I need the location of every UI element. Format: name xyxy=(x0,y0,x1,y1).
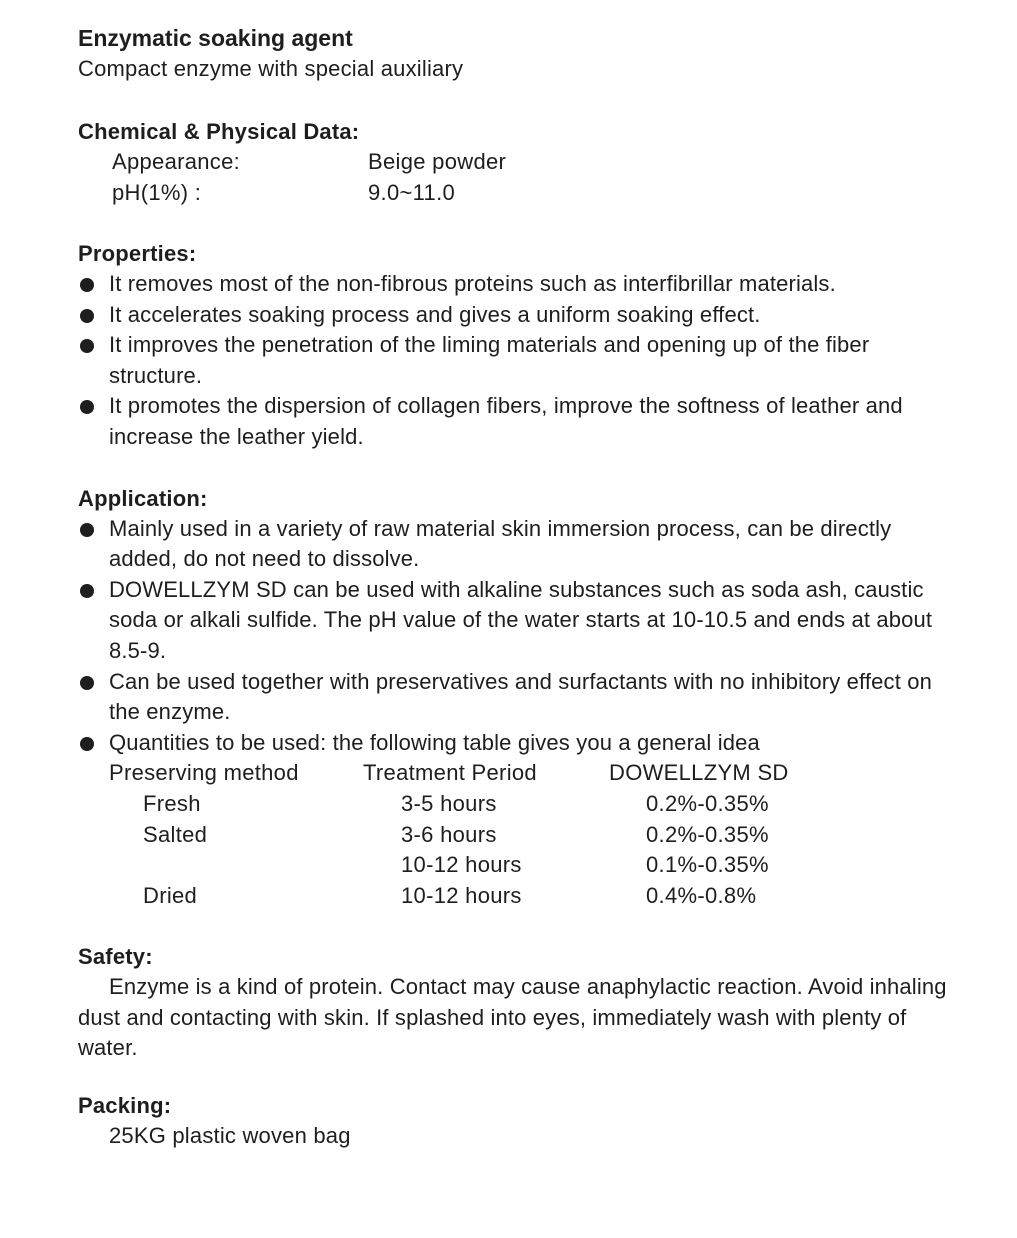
list-item-text: Mainly used in a variety of raw material skin immersion process, can be directly added, do not need to dissolve. xyxy=(109,515,892,572)
list-item xyxy=(78,667,958,728)
list-item-text: Can be used together with preservatives and surfactants with no inhibitory effect on the enzyme. xyxy=(109,668,932,725)
bullet-icon xyxy=(80,400,94,414)
table-cell xyxy=(109,850,363,881)
table-header: Preserving method xyxy=(109,760,299,786)
chemical-value: Beige powder xyxy=(368,149,507,174)
quantities-table xyxy=(109,758,958,911)
list-item xyxy=(78,728,958,759)
table-row xyxy=(109,850,958,881)
list-item xyxy=(78,391,958,452)
safety-heading: Safety: xyxy=(78,944,153,970)
table-header-row xyxy=(109,758,958,789)
bullet-icon xyxy=(80,676,94,690)
list-item-text: Quantities to be used: the following table gives you a general idea xyxy=(109,729,760,755)
list-item-text: It improves the penetration of the liming materials and opening up of the fiber structure. xyxy=(109,332,870,388)
product-title: Enzymatic soaking agent xyxy=(78,25,353,51)
list-item-text: DOWELLZYM SD can be used with alkaline substances such as soda ash, caustic soda or alkali sulfide. The pH value of the water starts at 10-10.5 and ends at about 8.5-9. xyxy=(109,576,933,663)
table-header: Treatment Period xyxy=(363,760,537,786)
bullet-icon xyxy=(80,523,94,537)
table-cell: 0.4%-0.8% xyxy=(646,882,757,908)
application-heading: Application: xyxy=(78,485,208,511)
chemical-key: Appearance: xyxy=(112,149,241,174)
bullet-icon xyxy=(80,339,94,353)
bullet-icon xyxy=(80,584,94,598)
list-item xyxy=(78,575,958,667)
application-list xyxy=(78,514,958,759)
list-item-text: It accelerates soaking process and gives a uniform soaking effect. xyxy=(109,301,761,327)
table-cell: 0.1%-0.35% xyxy=(646,852,769,878)
safety-text: Enzyme is a kind of protein. Contact may cause anaphylactic reaction. Avoid inhaling dust and contacting with skin. If splashed into eyes, immediately wash with plenty of water. xyxy=(78,974,947,1061)
bullet-icon xyxy=(80,309,94,323)
table-cell: Dried xyxy=(143,882,198,908)
properties-heading: Properties: xyxy=(78,241,197,266)
chemical-row xyxy=(78,178,958,209)
table-cell: 3-6 hours xyxy=(401,821,497,847)
bullet-icon xyxy=(80,278,94,292)
product-subtitle: Compact enzyme with special auxiliary xyxy=(78,56,464,81)
table-cell: 10-12 hours xyxy=(401,852,522,878)
table-cell: Fresh xyxy=(143,790,201,816)
table-row xyxy=(109,789,958,820)
table-cell: 10-12 hours xyxy=(401,882,522,908)
table-row xyxy=(109,820,958,851)
packing-text: 25KG plastic woven bag xyxy=(109,1123,351,1149)
table-cell: Salted xyxy=(143,821,208,847)
chemical-row xyxy=(78,147,958,178)
properties-list xyxy=(78,269,958,453)
list-item xyxy=(78,269,958,300)
table-header: DOWELLZYM SD xyxy=(609,760,789,786)
list-item xyxy=(78,514,958,575)
table-cell: 0.2%-0.35% xyxy=(646,790,769,816)
table-cell: 0.2%-0.35% xyxy=(646,821,769,847)
document xyxy=(78,22,958,1151)
table-row xyxy=(109,881,958,912)
list-item-text: It removes most of the non-fibrous proteins such as interfibrillar materials. xyxy=(109,271,836,296)
chemical-key: pH(1%) : xyxy=(112,179,202,205)
chemical-heading: Chemical & Physical Data: xyxy=(78,119,360,144)
chemical-value: 9.0~11.0 xyxy=(368,179,456,205)
packing-heading: Packing: xyxy=(78,1093,172,1119)
bullet-icon xyxy=(80,737,94,751)
table-cell: 3-5 hours xyxy=(401,790,497,816)
list-item xyxy=(78,330,958,391)
list-item xyxy=(78,300,958,331)
list-item-text: It promotes the dispersion of collagen fibers, improve the softness of leather and increase the leather yield. xyxy=(109,393,903,449)
